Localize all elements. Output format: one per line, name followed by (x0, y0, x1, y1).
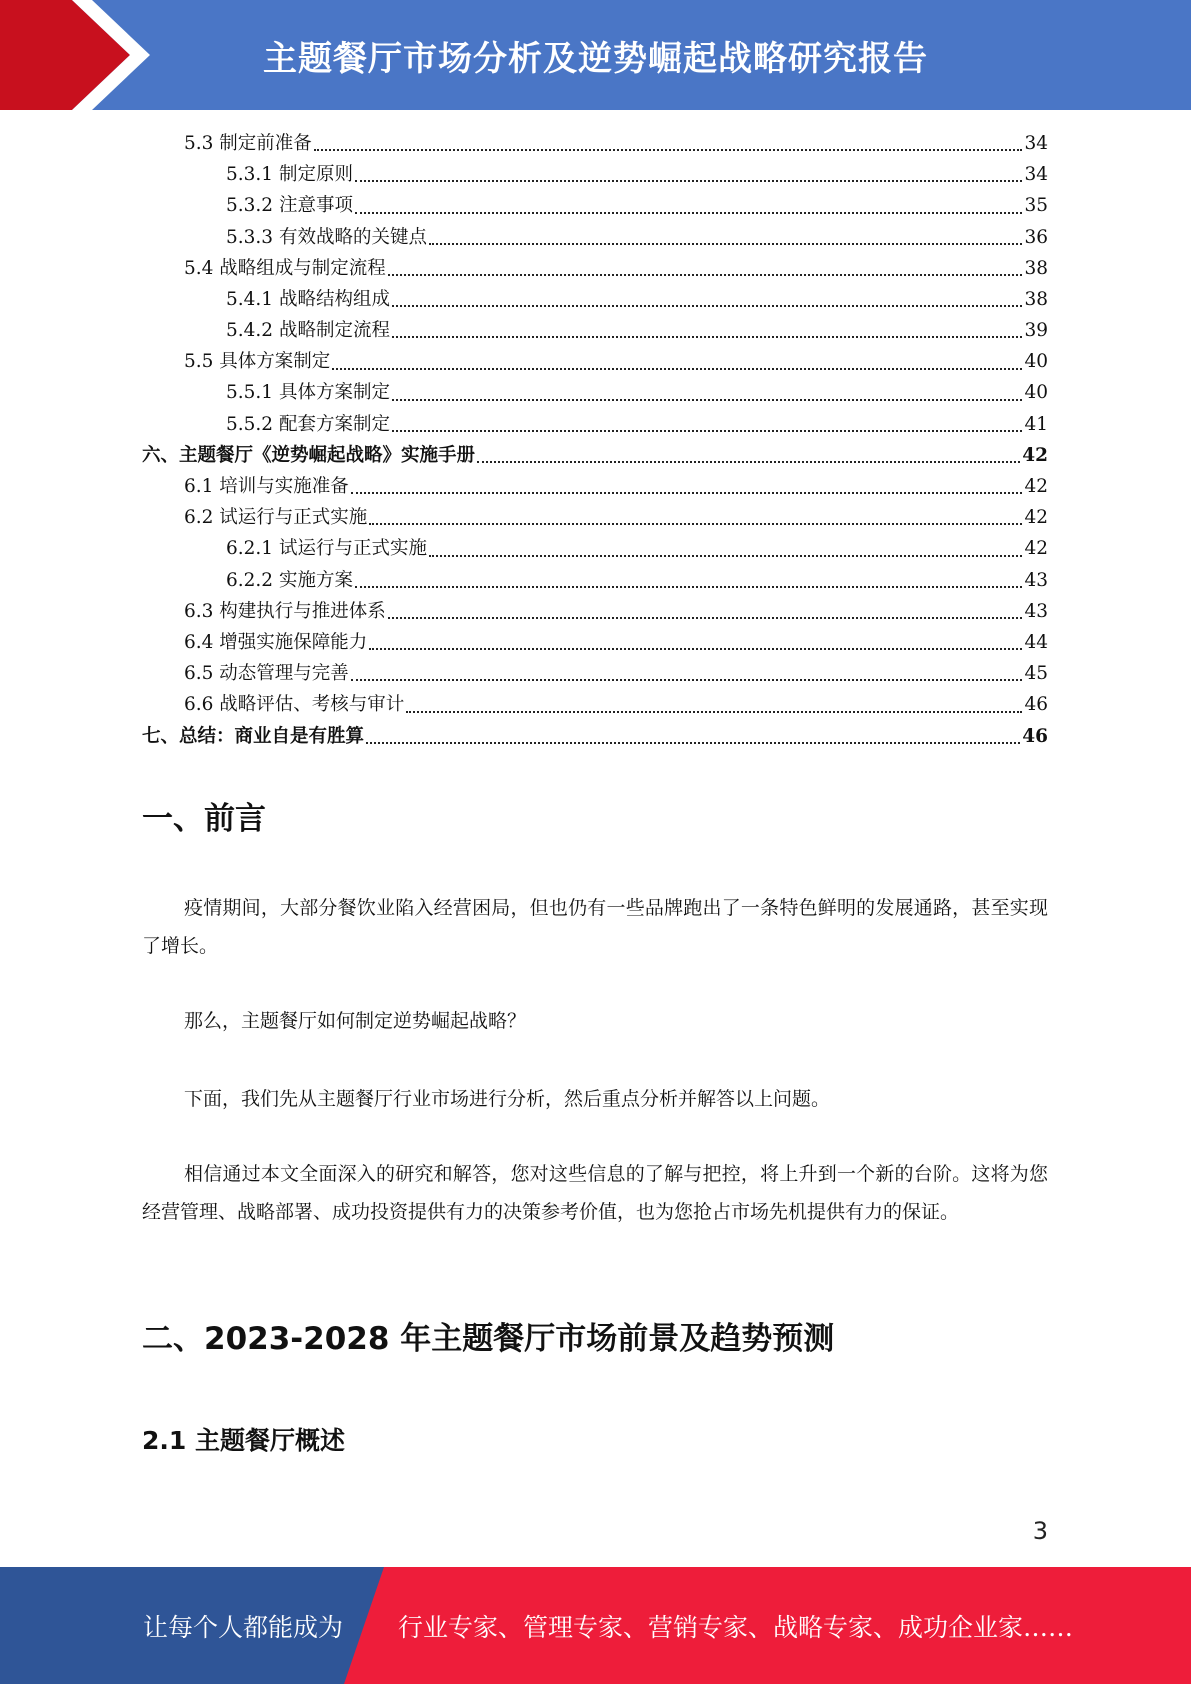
toc-dot-leader (388, 274, 1023, 276)
paragraph: 疫情期间，大部分餐饮业陷入经营困局，但也仍有一些品牌跑出了一条特色鲜明的发展通路，甚至实现了增长。 (142, 897, 1048, 957)
toc-entry-title: 5.4.1 战略结构组成 (226, 288, 390, 310)
toc-entry[interactable] (142, 315, 1048, 346)
toc-entry-title: 6.6 战略评估、考核与审计 (184, 694, 405, 716)
paragraph: 那么，主题餐厅如何制定逆势崛起战略？ (184, 1010, 527, 1032)
toc-dot-leader (392, 399, 1022, 401)
toc-entry-page: 36 (1024, 226, 1048, 248)
toc-entry-page: 44 (1024, 631, 1048, 653)
toc-entry[interactable] (142, 284, 1048, 315)
toc-dot-leader (355, 586, 1023, 588)
section-heading-preface: 一、前言 (142, 801, 266, 837)
toc-entry-title: 6.4 增强实施保障能力 (184, 631, 368, 653)
toc-entry[interactable] (142, 222, 1048, 253)
toc-entry-page: 38 (1024, 257, 1048, 279)
toc-entry-page: 43 (1024, 600, 1048, 622)
section-heading-market-outlook: 二、2023-2028 年主题餐厅市场前景及趋势预测 (142, 1321, 835, 1357)
toc-dot-leader (477, 461, 1020, 463)
toc-dot-leader (429, 555, 1022, 557)
toc-entry-page: 45 (1024, 663, 1048, 685)
toc-dot-leader (392, 336, 1022, 338)
toc-entry-title: 5.4 战略组成与制定流程 (184, 257, 386, 279)
toc-entry-page: 42 (1024, 507, 1048, 529)
report-title: 主题餐厅市场分析及逆势崛起战略研究报告 (263, 38, 928, 79)
toc-entry[interactable] (142, 689, 1048, 720)
toc-entry-page: 34 (1024, 132, 1048, 154)
toc-entry-page: 34 (1024, 164, 1048, 186)
toc-entry-title: 5.5 具体方案制定 (184, 351, 331, 373)
toc-dot-leader (351, 492, 1023, 494)
toc-entry-page: 42 (1024, 538, 1048, 560)
toc-entry-title: 6.2.1 试运行与正式实施 (226, 538, 427, 560)
page-number: 3 (1032, 1517, 1048, 1545)
toc-entry-title: 5.4.2 战略制定流程 (226, 320, 390, 342)
toc-entry-page: 39 (1024, 320, 1048, 342)
toc-dot-leader (392, 430, 1022, 432)
toc-entry[interactable] (142, 627, 1048, 658)
toc-dot-leader (392, 305, 1022, 307)
paragraph: 相信通过本文全面深入的研究和解答，您对这些信息的了解与把控，将上升到一个新的台阶。这将为您经营管理、战略部署、成功投资提供有力的决策参考价值，也为您抢占市场先机提供有力的保证。 (142, 1163, 1048, 1223)
toc-entry[interactable] (142, 409, 1048, 440)
toc-entry[interactable] (142, 378, 1048, 409)
toc-entry[interactable] (142, 721, 1048, 752)
toc-entry-page: 35 (1024, 195, 1048, 217)
toc-entry-page: 38 (1024, 288, 1048, 310)
toc-entry-title: 七、总结：商业自是有胜算 (142, 725, 365, 747)
toc-dot-leader (369, 523, 1022, 525)
toc-dot-leader (406, 711, 1022, 713)
toc-entry-title: 六、主题餐厅《逆势崛起战略》实施手册 (142, 444, 476, 466)
toc-entry[interactable] (142, 565, 1048, 596)
toc-entry[interactable] (142, 159, 1048, 190)
toc-dot-leader (388, 617, 1023, 619)
footer-slogan-right: 行业专家、管理专家、营销专家、战略专家、成功企业家…… (398, 1612, 1074, 1642)
toc-entry[interactable] (142, 533, 1048, 564)
toc-entry-title: 5.3.3 有效战略的关键点 (226, 226, 427, 248)
toc-entry-title: 5.5.1 具体方案制定 (226, 382, 390, 404)
table-of-contents (142, 128, 1048, 752)
toc-entry-title: 5.3 制定前准备 (184, 132, 312, 154)
subsection-heading-overview: 2.1 主题餐厅概述 (142, 1426, 345, 1455)
toc-entry-title: 5.3.2 注意事项 (226, 195, 353, 217)
toc-dot-leader (332, 368, 1022, 370)
toc-entry[interactable] (142, 190, 1048, 221)
toc-dot-leader (429, 243, 1022, 245)
toc-dot-leader (369, 648, 1022, 650)
toc-entry-page: 41 (1024, 413, 1048, 435)
toc-entry-page: 40 (1024, 382, 1048, 404)
toc-entry-title: 6.5 动态管理与完善 (184, 663, 349, 685)
toc-entry[interactable] (142, 471, 1048, 502)
header-banner (0, 0, 1191, 110)
toc-entry[interactable] (142, 253, 1048, 284)
toc-entry[interactable] (142, 658, 1048, 689)
toc-entry[interactable] (142, 346, 1048, 377)
toc-entry-page: 40 (1024, 351, 1048, 373)
toc-entry-title: 5.5.2 配套方案制定 (226, 413, 390, 435)
footer-slogan-left: 让每个人都能成为 (143, 1612, 344, 1642)
toc-entry[interactable] (142, 128, 1048, 159)
toc-entry-page: 43 (1024, 569, 1048, 591)
toc-entry-page: 46 (1024, 694, 1048, 716)
toc-entry[interactable] (142, 596, 1048, 627)
toc-entry-page: 42 (1022, 444, 1048, 466)
toc-entry-title: 6.2.2 实施方案 (226, 569, 353, 591)
toc-dot-leader (314, 149, 1023, 151)
toc-dot-leader (351, 679, 1023, 681)
toc-entry[interactable] (142, 502, 1048, 533)
toc-dot-leader (366, 742, 1020, 744)
paragraph: 下面，我们先从主题餐厅行业市场进行分析，然后重点分析并解答以上问题。 (184, 1088, 831, 1110)
toc-dot-leader (355, 212, 1023, 214)
toc-entry-title: 5.3.1 制定原则 (226, 164, 353, 186)
toc-entry[interactable] (142, 440, 1048, 471)
toc-entry-title: 6.2 试运行与正式实施 (184, 507, 368, 529)
footer-banner (0, 1567, 1191, 1684)
toc-entry-page: 42 (1024, 476, 1048, 498)
toc-entry-page: 46 (1022, 725, 1048, 747)
toc-dot-leader (355, 180, 1023, 182)
toc-entry-title: 6.3 构建执行与推进体系 (184, 600, 386, 622)
toc-entry-title: 6.1 培训与实施准备 (184, 476, 349, 498)
